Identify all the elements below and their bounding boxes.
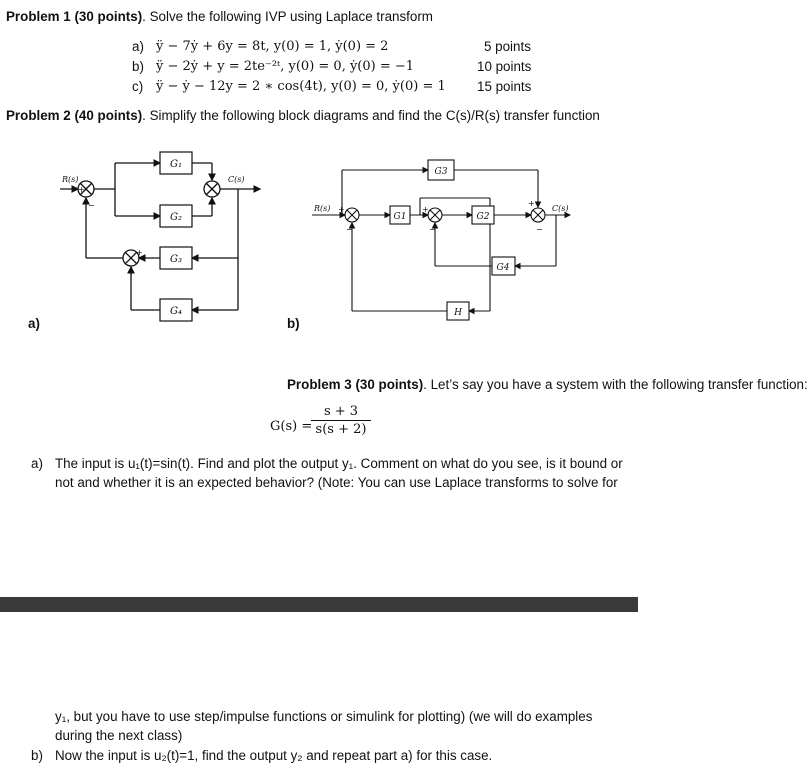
diagram-a-input-label: R(s)	[62, 175, 79, 184]
block-g4-label: G₄	[170, 306, 182, 317]
block-g1-label: G₁	[170, 159, 182, 170]
problem3-part-a-label: a)	[31, 456, 43, 471]
diagram-b-input-label: R(s)	[314, 204, 331, 213]
block-diagram-a	[60, 148, 265, 323]
block-b-g3-label: G3	[434, 167, 448, 177]
transfer-function-lhs: G(s) =	[270, 419, 313, 434]
problem1-part-c-points: 15 points	[477, 79, 532, 94]
block-b-g2-label: G2	[476, 212, 490, 222]
transfer-function-denominator: s(s + 2)	[315, 422, 367, 437]
block-g3-label: G₃	[170, 254, 182, 265]
problem1-part-c-equation: ÿ − ẏ − 12y = 2 ∗ cos(4t), y(0) = 0, ẏ(0) = 1	[156, 79, 446, 94]
block-b-g4-label: G4	[496, 263, 510, 273]
block-b-g1-label: G1	[393, 212, 407, 222]
problem3-title-bold: Problem 3 (30 points)	[287, 377, 424, 392]
b-sum3-sign-plus: +	[528, 199, 535, 208]
sum2-sign-top: +	[209, 172, 216, 181]
problem3-title	[287, 377, 808, 392]
problem2-title-bold: Problem 2 (40 points)	[6, 108, 143, 123]
problem2-title	[6, 108, 600, 123]
problem3-continued-line1: y₁, but you have to use step/impulse functions or simulink for plotting) (we will do examples	[55, 709, 593, 724]
block-g2-label: G₂	[170, 212, 182, 223]
sum2-sign-bottom: +	[209, 198, 216, 207]
transfer-function-numerator: s + 3	[311, 404, 371, 421]
problem3-part-b-text: Now the input is u₂(t)=1, find the output y₂ and repeat part a) for this case.	[55, 748, 493, 763]
problem1-part-b-label: b)	[132, 59, 144, 74]
problem1-title-rest: . Solve the following IVP using Laplace transform	[142, 9, 433, 24]
diagram-a-output-label: C(s)	[228, 175, 245, 184]
sum3-sign-bottom: +	[128, 268, 135, 277]
problem1-part-b-equation: ÿ − 2ẏ + y = 2te⁻²ᵗ, y(0) = 0, ẏ(0) = −1	[156, 59, 415, 74]
b-sum3-sign-minus: −	[536, 225, 543, 234]
problem1-part-c-label: c)	[132, 79, 144, 94]
sum1-sign-minus: −	[88, 201, 95, 210]
diagram-a-label: a)	[28, 316, 40, 331]
b-sum1-sign-minus: −	[346, 225, 353, 234]
transfer-function-fraction	[311, 404, 371, 437]
problem3-continued-line2: during the next class)	[55, 728, 183, 743]
problem1-title-bold: Problem 1 (30 points)	[6, 9, 143, 24]
b-sum2-sign-plus: +	[422, 205, 429, 214]
sum3-sign-right: +	[136, 248, 143, 257]
problem1-part-a-label: a)	[132, 39, 144, 54]
problem1-part-b-points: 10 points	[477, 59, 532, 74]
problem3-part-a-line2: not and whether it is an expected behavior? (Note: You can use Laplace transforms to solve for	[55, 475, 618, 490]
block-b-h-label: H	[454, 308, 462, 318]
problem1-part-a-points: 5 points	[484, 39, 531, 54]
page-break-bar	[0, 597, 638, 612]
problem1-title	[6, 9, 433, 24]
sum1-sign-plus: +	[78, 185, 85, 194]
block-diagram-b	[312, 154, 574, 324]
b-sum1-sign-plus: +	[338, 205, 345, 214]
b-sum2-sign-minus: −	[429, 225, 436, 234]
problem3-part-a-line1: The input is u₁(t)=sin(t). Find and plot the output y₁. Comment on what do you see, is it bound or	[55, 456, 623, 471]
problem3-title-rest: . Let’s say you have a system with the following transfer function:	[423, 377, 808, 392]
problem2-title-rest: . Simplify the following block diagrams and find the C(s)/R(s) transfer function	[142, 108, 600, 123]
diagram-b-label: b)	[287, 316, 300, 331]
diagram-b-output-label: C(s)	[552, 204, 569, 213]
problem3-part-b-label: b)	[31, 748, 43, 763]
problem1-part-a-equation: ÿ − 7ẏ + 6y = 8t, y(0) = 1, ẏ(0) = 2	[156, 39, 389, 54]
